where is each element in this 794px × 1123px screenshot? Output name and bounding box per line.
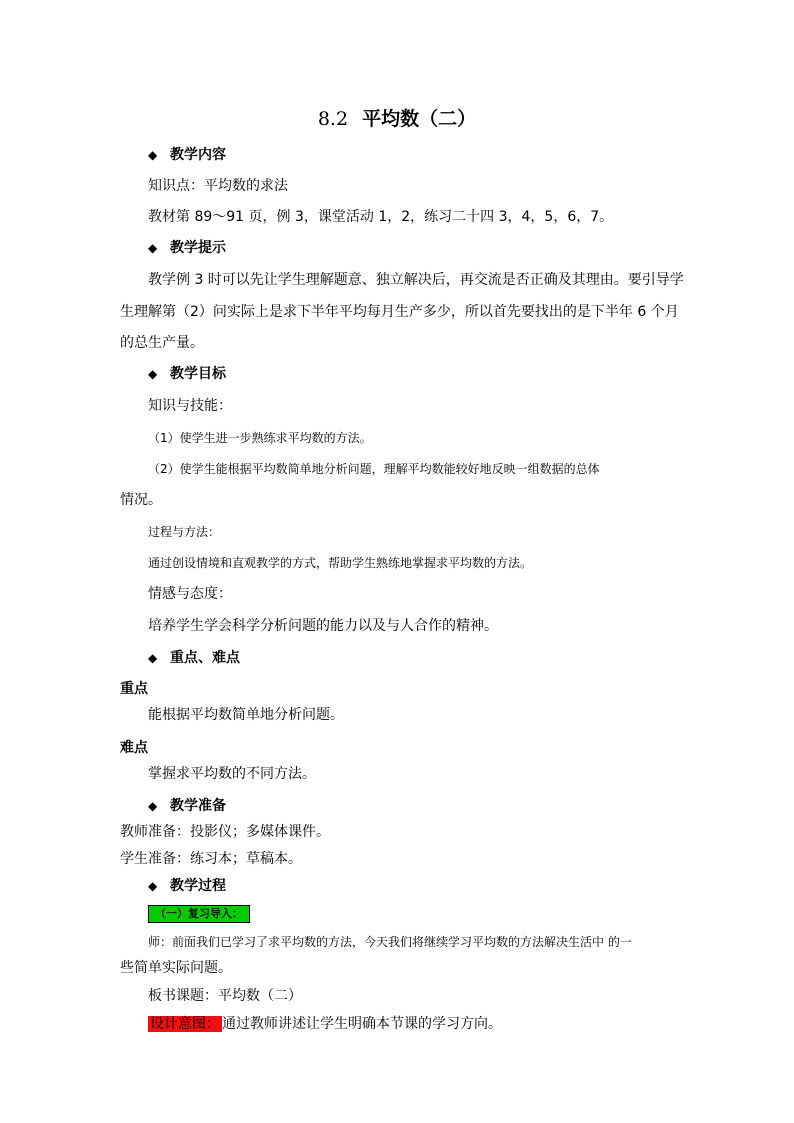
emotion-text: 培养学生学会科学分析问题的能力以及与人合作的精神。 [148,618,498,634]
key-point-label: 重点 [120,681,148,697]
section-number: 8.2 [317,108,349,130]
goal-item-2-cont: 情况。 [120,492,162,508]
textbook-pages: 教材第 89～91 页，例 3，课堂活动 1，2，练习二十四 3，4，5，6，7。 [148,209,614,225]
diamond-bullet-icon: ◆ [148,879,158,893]
diamond-bullet-icon: ◆ [148,367,158,381]
design-intent-label: 设计意图： [150,1016,220,1032]
teacher-prep: 教师准备：投影仪；多媒体课件。 [120,824,330,840]
process-method-text: 通过创设情境和直观教学的方式，帮助学生熟练地掌握求平均数的方法。 [148,556,533,570]
emotion-label: 情感与态度： [148,586,232,602]
process-method-label: 过程与方法： [148,525,221,539]
student-prep: 学生准备：练习本；草稿本。 [120,851,302,867]
diamond-bullet-icon: ◆ [148,148,158,162]
heading-process: ◆ 教学过程 [148,878,226,894]
page-title [0,104,794,131]
knowledge-point: 知识点：平均数的求法 [148,178,288,194]
key-point-text: 能根据平均数简单地分析问题。 [148,707,344,723]
goal-item-1: （1）使学生进一步熟练求平均数的方法。 [148,431,372,445]
design-intent [148,1014,502,1034]
tips-line-1: 教学例 3 时可以先让学生理解题意、独立解决后，再交流是否正确及其理由。要引导学 [148,272,684,288]
difficulty-text: 掌握求平均数的不同方法。 [148,766,316,782]
teacher-speech-2: 些简单实际问题。 [120,960,232,976]
heading-prep: ◆ 教学准备 [148,798,226,814]
board-title: 板书课题：平均数（二） [148,988,302,1004]
teacher-speech-1: 师：前面我们已学习了求平均数的方法，今天我们将继续学习平均数的方法解决生活中 的一 [148,935,632,949]
difficulty-label: 难点 [120,740,148,756]
knowledge-skills-label: 知识与技能： [148,398,232,414]
step-1-row [148,903,250,923]
tips-line-2: 生理解第（2）问实际上是求下半年平均每月生产多少，所以首先要找出的是下半年 6 个月 [120,304,679,320]
diamond-bullet-icon: ◆ [148,799,158,813]
heading-content: ◆ 教学内容 [148,147,226,163]
heading-keypoints: ◆ 重点、难点 [148,650,240,666]
title-text: 平均数（二） [362,108,477,130]
heading-goals: ◆ 教学目标 [148,366,226,382]
diamond-bullet-icon: ◆ [148,241,158,255]
design-intent-text: 通过教师讲述让学生明确本节课的学习方向。 [222,1016,502,1032]
diamond-bullet-icon: ◆ [148,651,158,665]
step-1-highlight: （一）复习导入： [148,905,250,923]
tips-line-3: 的总生产量。 [120,335,204,351]
heading-tips: ◆ 教学提示 [148,240,226,256]
goal-item-2: （2）使学生能根据平均数简单地分析问题，理解平均数能较好地反映一组数据的总体 [148,462,600,476]
